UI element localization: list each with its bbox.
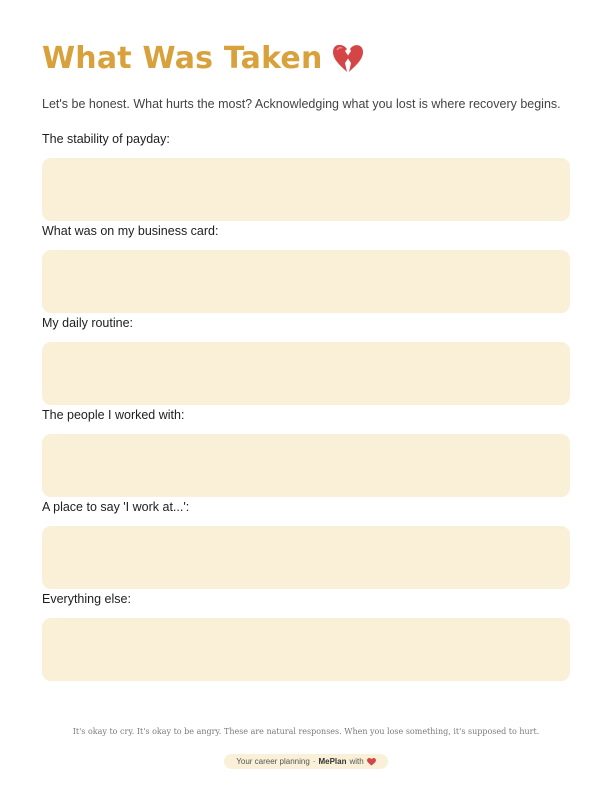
intro-text: Let's be honest. What hurts the most? Acknowledging what you lost is where recovery begins. bbox=[42, 97, 561, 111]
section-label: What was on my business card: bbox=[42, 224, 219, 238]
badge-dot: · bbox=[312, 757, 316, 766]
answer-box-everything-else[interactable] bbox=[42, 618, 570, 681]
heart-icon bbox=[367, 758, 376, 766]
broken-heart-icon bbox=[331, 43, 365, 75]
section-label: A place to say 'I work at...': bbox=[42, 500, 190, 514]
section-people bbox=[42, 407, 570, 497]
footer-note: It's okay to cry. It's okay to be angry. These are natural responses. When you lose something, it's supposed to hurt. bbox=[72, 727, 540, 736]
answer-box-people[interactable] bbox=[42, 434, 570, 497]
section-business-card bbox=[42, 223, 570, 313]
answer-box-daily-routine[interactable] bbox=[42, 342, 570, 405]
section-label: My daily routine: bbox=[42, 316, 134, 330]
section-label: The stability of payday: bbox=[42, 132, 170, 146]
badge-prefix: Your career planning bbox=[236, 757, 310, 766]
section-payday bbox=[42, 131, 570, 221]
section-daily-routine bbox=[42, 315, 570, 405]
answer-box-payday[interactable] bbox=[42, 158, 570, 221]
brand-name: MePlan bbox=[318, 757, 347, 766]
badge-suffix: with bbox=[349, 757, 364, 766]
brand-badge bbox=[224, 754, 388, 769]
answer-box-workplace[interactable] bbox=[42, 526, 570, 589]
answer-box-business-card[interactable] bbox=[42, 250, 570, 313]
title-row bbox=[42, 38, 365, 80]
section-label: Everything else: bbox=[42, 592, 131, 606]
page-title: What Was Taken bbox=[42, 41, 323, 76]
section-everything-else bbox=[42, 591, 570, 681]
section-label: The people I worked with: bbox=[42, 408, 185, 422]
section-workplace bbox=[42, 499, 570, 589]
